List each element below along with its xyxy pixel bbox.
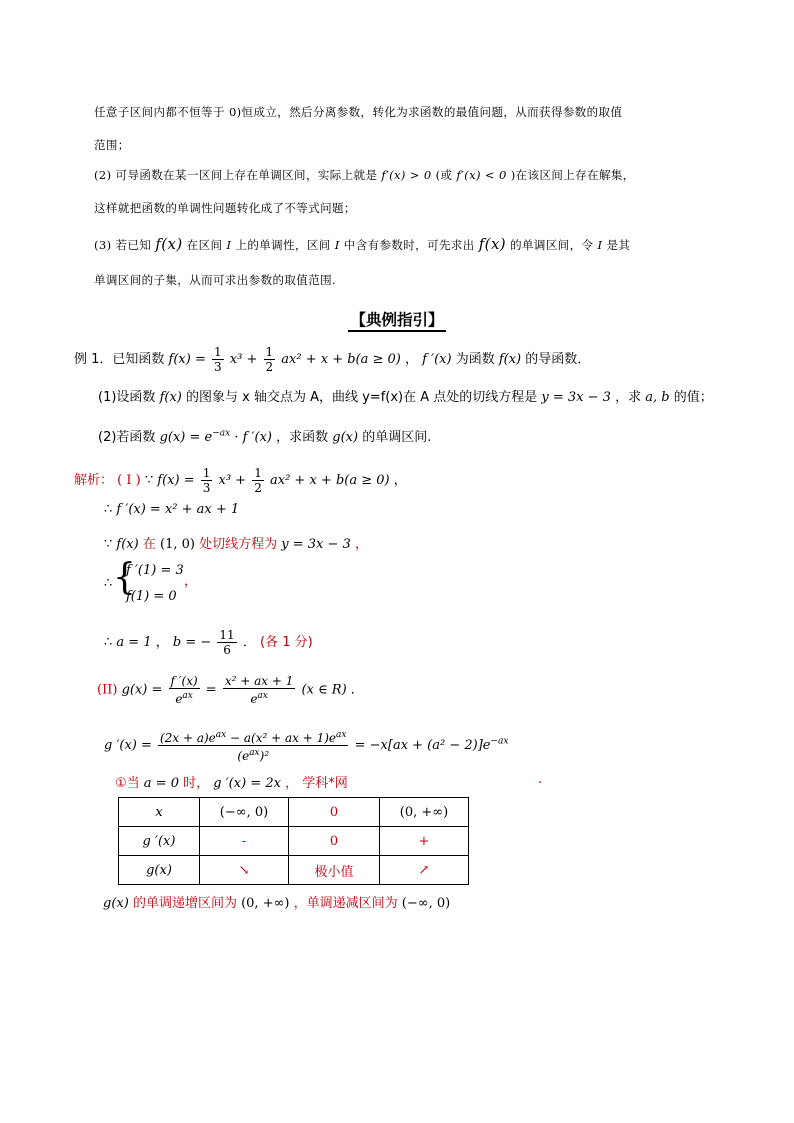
intro-line-2: 范围； bbox=[94, 138, 130, 152]
g-prime-derivation: g ′(x) = $\frac{(2x + a)e^{ax} - a(x^2 + ax + 1)e^{ax}}{(e^{ax})^2}$ = $-x[ax + (a^2 - 2)]e^{-ax}$ bbox=[104, 730, 509, 763]
stray-dot: . bbox=[538, 772, 543, 787]
example-statement: 例 1．已知函数 f(x) = $\frac{1}{3}$ x³ + $\frac{1}{2}$ ax² + x + b(a ≥ 0) ， f ′(x) 为函数 f(x) 的导函数． bbox=[74, 345, 591, 374]
table-cell: (−∞, 0) bbox=[200, 798, 289, 827]
table-cell: - bbox=[200, 827, 289, 856]
monotonicity-table bbox=[118, 797, 469, 885]
table-cell: 0 bbox=[289, 827, 380, 856]
section-heading: 【典例指引】 bbox=[0, 308, 794, 330]
table-cell: x bbox=[119, 798, 200, 827]
table-row bbox=[119, 798, 469, 827]
intro-line-1: 任意子区间内都不恒等于 0)恒成立，然后分离参数，转化为求函数的最值问题，从而获得参数的取值 bbox=[94, 105, 623, 119]
left-brace: { bbox=[113, 557, 136, 598]
table-cell: 极小值 bbox=[289, 856, 380, 885]
question-1: (1)设函数 f(x) 的图象与 x 轴交点为 A，曲线 y=f(x)在 A 点处的切线方程是 y = 3x − 3 ，求 a, b 的值； bbox=[98, 390, 713, 405]
table-cell: ↘ bbox=[200, 856, 289, 885]
intro-item-3-line-2: 单调区间的子集，从而可求出参数的取值范围. bbox=[94, 273, 337, 287]
system-eq-2: f(1) = 0 bbox=[126, 589, 177, 604]
solution-part-1: 解析： ( I ) ∵ f(x) = $\frac{1}{3}$ x³ + $\frac{1}{2}$ ax² + x + b(a ≥ 0) ， bbox=[74, 466, 407, 495]
table-cell: (0, +∞) bbox=[380, 798, 469, 827]
table-cell: g(x) bbox=[119, 856, 200, 885]
question-2: (2)若函数 $g(x) = e^{-ax} \cdot f$ ′(x) ，求函数 g(x) 的单调区间. bbox=[98, 428, 432, 445]
intro-item-3: (3) 若已知 f(x) 在区间 I 上的单调性，区间 I 中含有参数时，可先求出 f(x) 的单调区间，令 I 是其 bbox=[94, 235, 631, 253]
system-eq-1: f ′(1) = 3 bbox=[126, 563, 184, 578]
intro-item-2-line-2: 这样就把函数的单调性问题转化成了不等式问题； bbox=[94, 201, 356, 215]
table-cell: + bbox=[380, 827, 469, 856]
solution-derivative: ∴ f ′(x) = x² + ax + 1 bbox=[104, 502, 240, 517]
table-row bbox=[119, 856, 469, 885]
table-cell: g ′(x) bbox=[119, 827, 200, 856]
therefore-symbol: ∴ bbox=[104, 576, 113, 591]
solution-tangent: ∵ f(x) 在 (1, 0) 处切线方程为 y = 3x − 3 ， bbox=[104, 537, 368, 552]
conclusion: g(x) 的单调递增区间为 (0, +∞) ，单调递减区间为 (−∞, 0) bbox=[103, 896, 451, 911]
system-comma: ， bbox=[184, 574, 198, 589]
intro-item-2: (2) 可导函数在某一区间上存在单调区间，实际上就是 f′(x) > 0 (或 f′(x) < 0 )在该区间上存在解集， bbox=[94, 168, 635, 182]
case-a-zero: ①当 a = 0 时， g ′(x) = 2x ， 学科*网 bbox=[115, 776, 348, 791]
solution-values: ∴ a = 1 ， b = − $\frac{11}{6}$ ． (各 1 分) bbox=[104, 628, 313, 657]
table-row bbox=[119, 827, 469, 856]
table-cell: 0 bbox=[289, 798, 380, 827]
table-cell: ↗ bbox=[380, 856, 469, 885]
solution-part-2: (II) g(x) = $\frac{f '(x)}{e^{ax}}$ = $\frac{\text{x² + ax + 1}}{e^{ax}}$ (x ∈ R) ． bbox=[97, 674, 364, 706]
